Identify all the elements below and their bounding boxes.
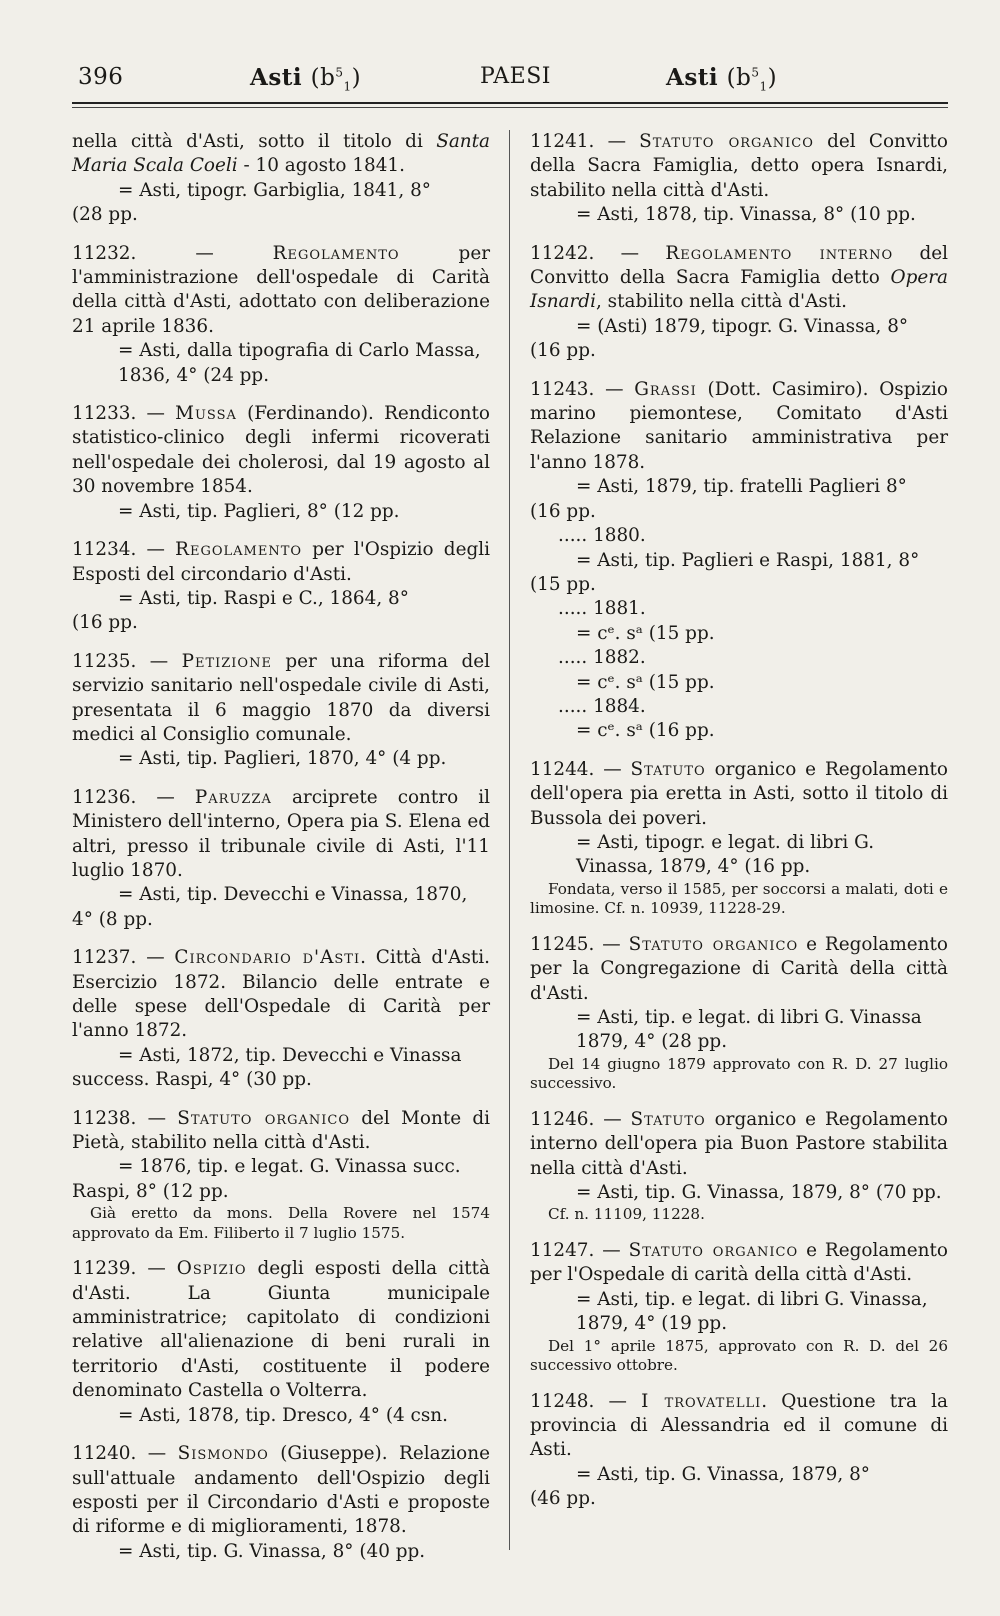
entry-imprint-cont: (16 pp. [72, 612, 138, 634]
entry-imprint-cont: (28 pp. [72, 204, 138, 226]
entry-imprint: = Asti, tipogr. e legat. di libri G. Vinassa, 1879, 4° (16 pp. [576, 831, 875, 878]
entry-imprint: = Asti, tip. Devecchi e Vinassa, 1870, [118, 884, 468, 906]
right-column [530, 130, 948, 1578]
entry-note: Del 14 giugno 1879 approvato con R. D. 27 luglio successivo. [530, 1054, 948, 1093]
entry-imprint: = Asti, 1878, tip. Vinassa, 8° (10 pp. [576, 204, 916, 226]
entry-text: 11234. — Regolamento per l'Ospizio degli Esposti del circondario d'Asti. [72, 539, 490, 585]
entry-imprint: = Asti, tip. G. Vinassa, 8° (40 pp. [118, 1540, 426, 1562]
entry-note: Fondata, verso il 1585, per soccorsi a malati, doti e limosine. Cf. n. 10939, 11228-29. [530, 879, 948, 918]
left-column [72, 130, 490, 1578]
entry-11238 [72, 1107, 490, 1244]
entry-imprint: = Asti, tipogr. Garbiglia, 1841, 8° [118, 179, 431, 201]
entry-imprint: = Asti, dalla tipografia di Carlo Massa, 1836, 4° (24 pp. [118, 340, 481, 386]
entry-text: nella città d'Asti, sotto il titolo di Santa Maria Scala Coeli - 10 agosto 1841. [72, 131, 490, 177]
entry-imprint-cont: (15 pp. [530, 573, 596, 595]
entry-imprint: = Asti, 1878, tip. Dresco, 4° (4 csn. [118, 1404, 448, 1426]
entry-imprint-cont: (16 pp. [530, 500, 596, 522]
entry-11246 [530, 1108, 948, 1225]
entry-imprint: = cᵉ. sᵃ (15 pp. [576, 671, 715, 693]
entry-repeat-year: ..... 1882. [558, 647, 646, 669]
entry-11240 [72, 1442, 490, 1564]
entry-text: 11232. — Regolamento per l'amministrazione dell'ospedale di Carità della città d'Asti, adottato con deliberazione 21 aprile 1836. [72, 242, 490, 337]
entry-11235 [72, 650, 490, 772]
entry-text: 11238. — Statuto organico del Monte di Pietà, stabilito nella città d'Asti. [72, 1107, 490, 1154]
entry-11232 [72, 242, 490, 388]
entry-text: 11237. — Circondario d'Asti. Città d'Asti. Esercizio 1872. Bilancio delle entrate e delle spese dell'Ospedale di Carità per l'anno 1872. [72, 947, 490, 1042]
entry-text: 11242. — Regolamento interno del Convitto della Sacra Famiglia detto Opera Isnardi, stabilito nella città d'Asti. [530, 242, 949, 313]
entry-11233 [72, 402, 490, 524]
entry-repeat-year: ..... 1880. [558, 525, 646, 547]
entry-11245 [530, 933, 948, 1094]
entry-text: 11248. — I trovatelli. Questione tra la provincia di Alessandria ed il comune di Asti. [530, 1390, 948, 1461]
header-left-title: Asti $(b^5_1)$ [250, 64, 362, 94]
entry-imprint-cont: (46 pp. [530, 1488, 596, 1510]
entry-text: 11244. — Statuto organico e Regolamento dell'opera pia eretta in Asti, sotto il titolo di Bussola dei poveri. [530, 758, 949, 829]
entry-11247 [530, 1239, 948, 1376]
entry-note: Già eretto da mons. Della Rovere nel 1574 approvato da Em. Filiberto il 7 luglio 1575. [72, 1204, 490, 1242]
entry-imprint: = Asti, 1879, tip. fratelli Paglieri 8° [576, 476, 907, 498]
entry-text: 11241. — Statuto organico del Convitto della Sacra Famiglia, detto opera Isnardi, stabilito nella città d'Asti. [530, 131, 949, 201]
running-header [72, 58, 948, 108]
entry-imprint: = cᵉ. sᵃ (16 pp. [576, 720, 715, 742]
page-number: 396 [78, 64, 124, 90]
entry-11243 [530, 378, 948, 744]
entry-imprint-cont: success. Raspi, 4° (30 pp. [72, 1069, 312, 1091]
entry-text: 11236. — Paruzza arciprete contro il Ministero dell'interno, Opera pia S. Elena ed altri, presso il tribunale civile di Asti, l'11 luglio 1870. [72, 786, 490, 881]
entry-11236 [72, 786, 490, 932]
entry-imprint-cont: (16 pp. [530, 340, 596, 362]
entry-11242 [530, 242, 948, 364]
entry-11241 [530, 130, 948, 228]
entry-imprint: = cᵉ. sᵃ (15 pp. [576, 622, 715, 644]
entry-repeat-year: ..... 1881. [558, 598, 646, 620]
entry-text: 11246. — Statuto organico e Regolamento interno dell'opera pia Buon Pastore stabilita nella città d'Asti. [530, 1108, 949, 1179]
entry-note: Del 1° aprile 1875, approvato con R. D. del 26 successivo ottobre. [530, 1336, 948, 1375]
entry-continued [72, 130, 490, 228]
entry-11248 [530, 1390, 948, 1512]
entry-imprint: = Asti, tip. Paglieri, 1870, 4° (4 pp. [118, 748, 447, 770]
entry-imprint: = (Asti) 1879, tipogr. G. Vinassa, 8° [576, 315, 909, 337]
entry-imprint: = Asti, 1872, tip. Devecchi e Vinassa [118, 1044, 462, 1066]
entry-imprint: = Asti, tip. Raspi e C., 1864, 8° [118, 587, 409, 609]
entry-11239 [72, 1257, 490, 1428]
entry-11234 [72, 538, 490, 636]
entry-imprint: = Asti, tip. Paglieri, 8° (12 pp. [118, 500, 400, 522]
entry-11244 [530, 758, 948, 919]
entry-text: 11233. — Mussa (Ferdinando). Rendiconto statistico-clinico degli infermi ricoverati nell'ospedale dei cholerosi, dal 19 agosto al 30 novembre 1854. [72, 403, 490, 498]
header-center-title: PAESI [480, 64, 551, 89]
entry-imprint: = Asti, tip. e legat. di libri G. Vinassa, 1879, 4° (19 pp. [576, 1288, 928, 1335]
entry-imprint: = Asti, tip. e legat. di libri G. Vinassa 1879, 4° (28 pp. [576, 1007, 922, 1053]
entry-imprint-cont: Raspi, 8° (12 pp. [72, 1180, 229, 1202]
header-rule [72, 102, 948, 104]
entry-imprint: = Asti, tip. G. Vinassa, 1879, 8° (70 pp. [576, 1182, 942, 1204]
entry-repeat-year: ..... 1884. [558, 695, 646, 717]
entry-note: Cf. n. 11109, 11228. [548, 1205, 705, 1224]
column-divider [509, 130, 510, 1550]
header-rule-thin [72, 107, 948, 108]
entry-imprint: = 1876, tip. e legat. G. Vinassa succ. [118, 1156, 461, 1178]
header-right-title: Asti $(b^5_1)$ [666, 64, 778, 94]
entry-11237 [72, 946, 490, 1092]
entry-text: 11245. — Statuto organico e Regolamento per la Congregazione di Carità della città d'Asti. [530, 933, 948, 1004]
two-column-body [72, 130, 948, 1578]
entry-text: 11239. — Ospizio degli esposti della città d'Asti. La Giunta municipale amministratrice; capitolato di condizioni relative all'alienazione di beni rurali in territorio d'Asti, costituente il podere denominato Castella o Volterra. [72, 1258, 490, 1402]
entry-text: 11240. — Sismondo (Giuseppe). Relazione sull'attuale andamento dell'Ospizio degli esposti per il Circondario d'Asti e proposte di riforme e di miglioramenti, 1878. [72, 1443, 490, 1538]
entry-text: 11235. — Petizione per una riforma del servizio sanitario nell'ospedale civile di Asti, presentata il 6 maggio 1870 da diversi medici al Consiglio comunale. [72, 650, 490, 745]
entry-imprint: = Asti, tip. Paglieri e Raspi, 1881, 8° [576, 549, 920, 571]
entry-imprint: = Asti, tip. G. Vinassa, 1879, 8° [576, 1463, 870, 1485]
entry-text: 11247. — Statuto organico e Regolamento per l'Ospedale di carità della città d'Asti. [530, 1239, 948, 1286]
entry-text: 11243. — Grassi (Dott. Casimiro). Ospizio marino piemontese, Comitato d'Asti Relazione sanitario amministrativa per l'anno 1878. [530, 378, 949, 473]
entry-imprint-cont: 4° (8 pp. [72, 908, 153, 930]
